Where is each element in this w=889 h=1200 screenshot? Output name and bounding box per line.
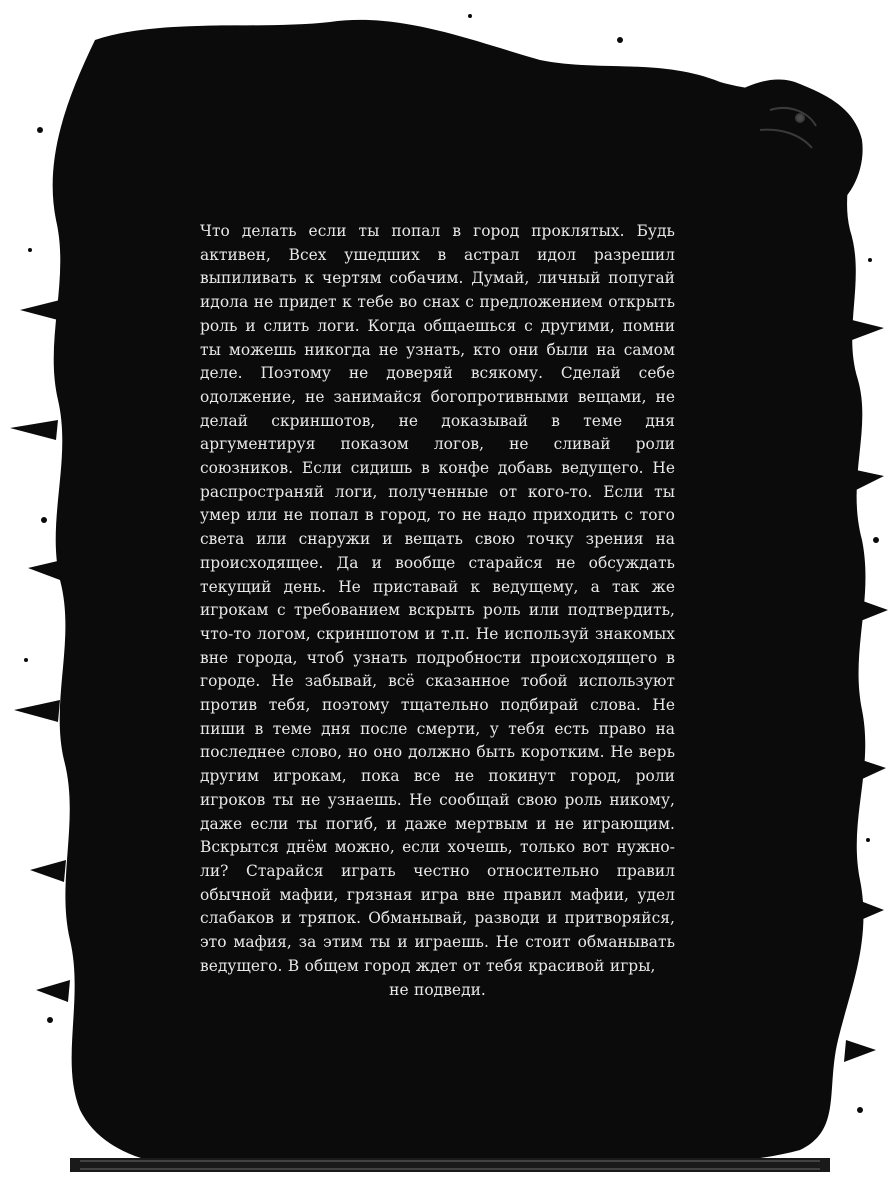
rules-text: Что делать если ты попал в город проклятых. Будь активен, Всех ушедших в астрал идол разрешил выпиливать к чертям собачим. Думай, личный попугай идола не придет к тебе во снах с предложением открыть роль и слить логи. Когда общаешься с другими, помни ты можешь никогда не узнать, кто они были на самом деле. Поэтому не доверяй всякому. Сделай себе одолжение, не занимайся богопротивными вещами, не делай скриншотов, не доказывай в теме дня аргументируя показом логов, не сливай роли союзников. Если сидишь в конфе добавь ведущего. Не распространяй логи, полученные от кого-то. Если ты умер или не попал в город, то не надо приходить с того света или снаружи и вещать свою точку зрения на происходящее. Да и вообще старайся не обсуждать текущий день. Не приставай к ведущему, а так же игрокам с требованием вскрыть роль или подтвердить, что-то логом, скриншотом и т.п. Не используй знакомых вне города, чтоб узнать подробности происходящего в городе. Не забывай, всё сказанное тобой используют против тебя, поэтому тщательно подбирай слова. Не пиши в теме дня после смерти, у тебя есть право на последнее слово, но оно должно быть коротким. Не верь другим игрокам, пока все не покинут город, роли игроков ты не узнаешь. Не сообщай свою роль никому, даже если ты погиб, и даже мертвым и не играющим. Вскрытся днём можно, если хочешь, только вот нужно-ли? Старайся играть честно относительно правил обычной мафии, грязная игра вне правил мафии, удел слабаков и тряпок. Обманывай, разводи и притворяйся, это мафия, за этим ты и играешь. Не стоит обманывать ведущего. В общем город ждет от тебя красивой игры, bbox=[200, 222, 675, 975]
rules-text-last-line: не подведи. bbox=[389, 980, 486, 999]
ink-bottom-border bbox=[70, 1158, 830, 1172]
rules-text-block bbox=[200, 220, 675, 1002]
